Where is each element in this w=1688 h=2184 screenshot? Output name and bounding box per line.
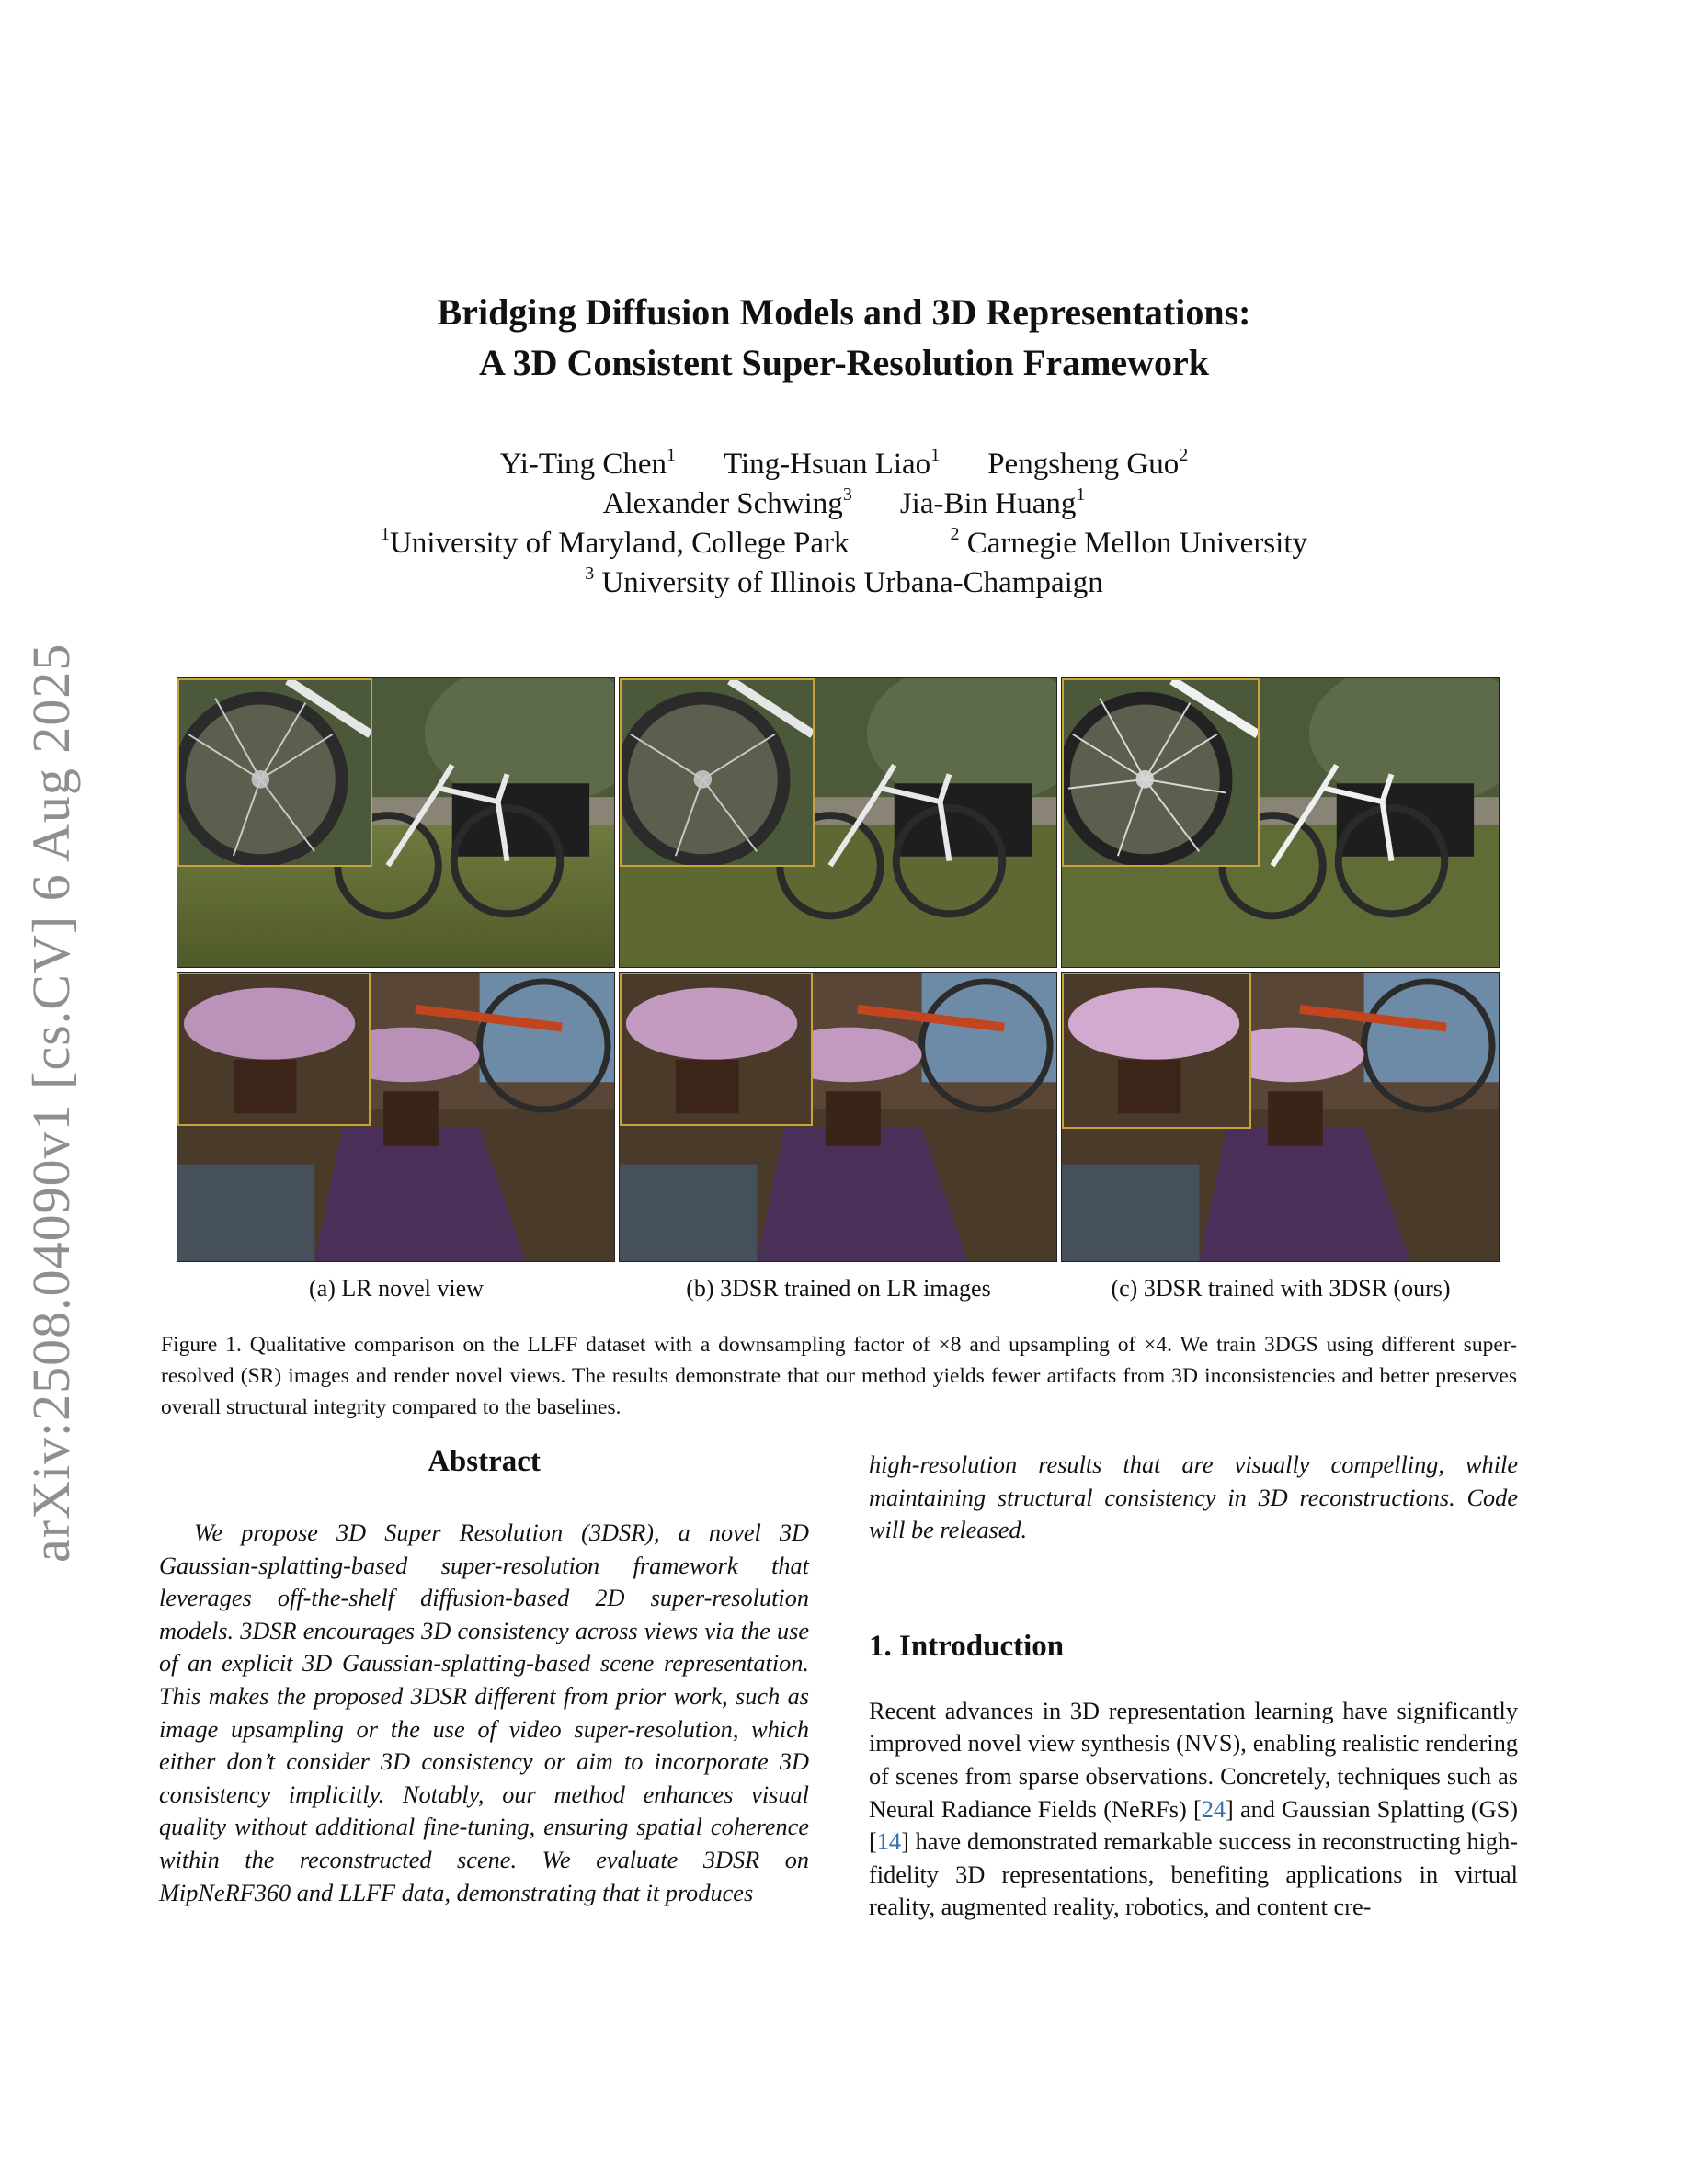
- arxiv-identifier-stamp: arXiv:2508.04090v1 [cs.CV] 6 Aug 2025: [21, 643, 81, 1563]
- citation-link[interactable]: 24: [1201, 1795, 1226, 1823]
- right-column: [869, 1449, 1518, 1924]
- subcaption-c: (c) 3DSR trained with 3DSR (ours): [1111, 1275, 1451, 1302]
- flowers-3dsr-ours-image: [1061, 972, 1500, 1262]
- abstract-text: We propose 3D Super Resolution (3DSR), a novel 3D Gaussian-splatting-based super-resolution framework that leverages off-the-shelf diffusion-based 2D super-resolution models. 3DSR encourages 3D consistency across views via the use of an explicit 3D Gaussian-splatting-based scene representation. This makes the proposed 3DSR different from prior work, such as image upsampling or the use of video super-resolution, which either don’t consider 3D consistency or aim to incorporate 3D consistency implicitly. Notably, our method enhances visual quality without additional fine-tuning, ensuring spatial coherence within the reconstructed scene. We evaluate 3DSR on MipNeRF360 and LLFF data, demonstrating that it produces: [159, 1519, 809, 1906]
- figure-caption: Figure 1. Qualitative comparison on the LLFF dataset with a downsampling factor of ×8 and upsampling of ×4. We train 3DGS using different super-resolved (SR) images and render novel views. The results demonstrate that our method yields fewer artifacts from 3D inconsistencies and better preserves overall structural integrity compared to the baselines.: [161, 1333, 1517, 1419]
- author-name: Yi-Ting Chen: [499, 448, 667, 481]
- introduction-paragraph: [869, 1695, 1518, 1924]
- subcaption-a: (a) LR novel view: [309, 1275, 484, 1302]
- author-line-1: [0, 445, 1688, 484]
- affiliation-number: 2: [950, 524, 960, 544]
- author-line-2: [0, 484, 1688, 524]
- author-name: Ting-Hsuan Liao: [723, 448, 931, 481]
- bicycle-lr-view-image: [177, 677, 615, 968]
- author-affiliation-mark: 3: [842, 484, 852, 505]
- abstract-text-continued: high-resolution results that are visually compelling, while maintaining structural consistency in 3D reconstructions. Code will be released.: [869, 1451, 1518, 1544]
- figure-subcaptions: [177, 1275, 1500, 1302]
- author-block: [0, 445, 1688, 603]
- zoom-inset-flowers: [620, 973, 813, 1126]
- zoom-inset-wheel: [177, 678, 372, 867]
- author-name: Alexander Schwing: [602, 487, 843, 520]
- zoom-inset-wheel: [1062, 678, 1260, 867]
- author-affiliation-mark: 1: [930, 445, 941, 465]
- citation-link[interactable]: 14: [876, 1828, 902, 1856]
- author-name: Jia-Bin Huang: [899, 487, 1077, 520]
- zoom-inset-flowers: [177, 973, 371, 1126]
- bicycle-3dsr-lr-image: [619, 677, 1057, 968]
- author-affiliation-mark: 1: [1076, 484, 1086, 505]
- intro-text: ] have demonstrated remarkable success in reconstructing high-fidelity 3D representations, benefiting applications in virtual reality, augmented reality, robotics, and content cre-: [869, 1828, 1518, 1921]
- affiliation-line-1: [0, 524, 1688, 563]
- subcaption-b: (b) 3DSR trained on LR images: [686, 1275, 991, 1302]
- author-affiliation-mark: 2: [1179, 445, 1189, 465]
- paper-title: [0, 287, 1688, 388]
- affiliation-name: University of Maryland, College Park: [390, 527, 850, 560]
- affiliation-line-2: [0, 563, 1688, 603]
- author-name: Pengsheng Guo: [987, 448, 1180, 481]
- intro-text: ] and Gaussian Splatting (GS) [: [869, 1795, 1518, 1856]
- affiliation-number: 1: [381, 524, 390, 544]
- flowers-lr-view-image: [177, 972, 615, 1262]
- figure-row-flowers: [177, 972, 1500, 1262]
- title-line-1: Bridging Diffusion Models and 3D Representations:: [437, 291, 1251, 333]
- introduction-heading: 1. Introduction: [869, 1629, 1065, 1663]
- figure-1-image-grid: [177, 677, 1500, 1266]
- bicycle-3dsr-ours-image: [1061, 677, 1500, 968]
- affiliation-number: 3: [585, 563, 595, 584]
- author-affiliation-mark: 1: [666, 445, 676, 465]
- zoom-inset-flowers: [1062, 973, 1251, 1129]
- flowers-3dsr-lr-image: [619, 972, 1057, 1262]
- zoom-inset-wheel: [620, 678, 815, 867]
- figure-row-bicycle: [177, 677, 1500, 968]
- intro-text: Recent advances in 3D representation learning have significantly improved novel view synthesis (NVS), enabling realistic rendering of scenes from sparse observations. Concretely, techniques such as Neural Radiance Fields (NeRFs) [: [869, 1697, 1518, 1823]
- left-column: [159, 1445, 809, 1909]
- affiliation-name: University of Illinois Urbana-Champaign: [601, 566, 1103, 599]
- title-line-2: A 3D Consistent Super-Resolution Framework: [478, 342, 1210, 383]
- abstract-heading: Abstract: [428, 1445, 541, 1478]
- affiliation-name: Carnegie Mellon University: [966, 527, 1307, 560]
